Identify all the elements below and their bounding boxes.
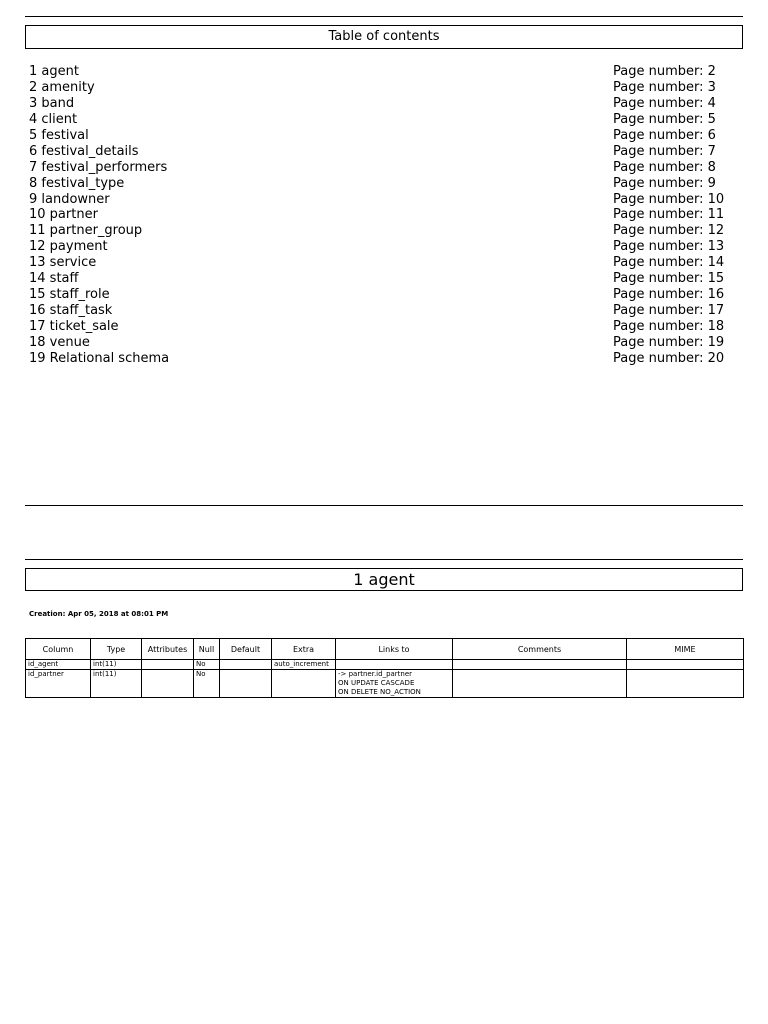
toc-entry-page: Page number: 9	[613, 175, 716, 191]
column-header: Comments	[453, 639, 627, 660]
column-header: Type	[91, 639, 142, 660]
section-title: 1 agent	[25, 568, 743, 591]
toc-entry-page: Page number: 15	[613, 271, 725, 287]
column-header: Attributes	[142, 639, 194, 660]
toc-entry-name: 18 venue	[29, 334, 90, 350]
toc-entry-name: 11 partner_group	[29, 223, 143, 239]
toc-entry-name: 12 payment	[29, 239, 108, 255]
toc-entry-name: 15 staff_role	[29, 287, 110, 303]
toc-entry-name: 13 service	[29, 255, 97, 271]
table-cell	[453, 670, 627, 698]
table-cell	[627, 670, 744, 698]
toc-entry-name: 2 amenity	[29, 79, 95, 95]
toc-entry-page: Page number: 13	[613, 239, 725, 255]
toc-entry[interactable]	[29, 128, 729, 144]
toc-entry-page: Page number: 10	[613, 191, 725, 207]
toc-entry[interactable]	[29, 223, 729, 239]
table-cell	[220, 670, 272, 698]
table-header-row	[26, 639, 744, 660]
toc-entry-page: Page number: 5	[613, 111, 716, 127]
toc-entry[interactable]	[29, 335, 729, 351]
toc-entry-name: 1 agent	[29, 64, 79, 79]
toc-entry-page: Page number: 6	[613, 127, 716, 143]
toc-entry-name: 9 landowner	[29, 191, 110, 207]
table-cell: id_partner	[26, 670, 91, 698]
toc-entry-page: Page number: 7	[613, 143, 716, 159]
column-header: Extra	[272, 639, 336, 660]
toc-entry-page: Page number: 17	[613, 303, 725, 319]
toc-entry[interactable]	[29, 192, 729, 208]
toc-entry-name: 10 partner	[29, 207, 98, 223]
column-header: Column	[26, 639, 91, 660]
column-header: Null	[194, 639, 220, 660]
toc-entry-name: 6 festival_details	[29, 143, 139, 159]
toc-entry-page: Page number: 4	[613, 95, 716, 111]
toc-entry[interactable]	[29, 239, 729, 255]
toc-entry[interactable]	[29, 144, 729, 160]
toc-entry[interactable]	[29, 96, 729, 112]
toc-entry-page: Page number: 8	[613, 159, 716, 175]
toc-entry[interactable]	[29, 176, 729, 192]
toc-entry[interactable]	[29, 351, 729, 367]
toc-entry[interactable]	[29, 255, 729, 271]
toc-entry[interactable]	[29, 80, 729, 96]
table-cell: auto_increment	[272, 660, 336, 670]
toc-entry-name: 4 client	[29, 111, 78, 127]
column-header: Links to	[336, 639, 453, 660]
column-header: Default	[220, 639, 272, 660]
toc-entry[interactable]	[29, 112, 729, 128]
toc-entry[interactable]	[29, 287, 729, 303]
table-cell	[220, 660, 272, 670]
toc-entry-name: 5 festival	[29, 127, 89, 143]
toc-entry[interactable]	[29, 160, 729, 176]
toc-entry-name: 17 ticket_sale	[29, 319, 119, 334]
toc-entry-page: Page number: 12	[613, 223, 725, 239]
toc-entry[interactable]	[29, 303, 729, 319]
table-cell	[336, 660, 453, 670]
table-cell: id_agent	[26, 660, 91, 670]
table-cell	[272, 670, 336, 698]
toc-entry-name: 7 festival_performers	[29, 159, 168, 175]
toc-entry-name: 16 staff_task	[29, 303, 113, 319]
toc-list	[29, 64, 729, 367]
toc-entry[interactable]	[29, 207, 729, 223]
columns-table	[25, 638, 744, 698]
toc-entry-name: 19 Relational schema	[29, 350, 170, 366]
toc-entry-page: Page number: 11	[613, 207, 725, 223]
toc-entry[interactable]	[29, 64, 729, 80]
table-row	[26, 660, 744, 670]
creation-date: Creation: Apr 05, 2018 at 08:01 PM	[29, 610, 169, 618]
toc-title: Table of contents	[25, 25, 743, 49]
table-cell	[142, 660, 194, 670]
table-cell: int(11)	[91, 660, 142, 670]
table-cell: No	[194, 660, 220, 670]
table-cell: int(11)	[91, 670, 142, 698]
top-rule	[25, 16, 743, 17]
column-header: MIME	[627, 639, 744, 660]
toc-entry-page: Page number: 3	[613, 79, 716, 95]
toc-entry-page: Page number: 2	[613, 64, 716, 79]
table-cell: No	[194, 670, 220, 698]
toc-entry-name: 3 band	[29, 95, 75, 111]
table-row	[26, 670, 744, 698]
toc-entry-page: Page number: 14	[613, 255, 725, 271]
toc-entry-name: 14 staff	[29, 271, 79, 287]
page-break-rule-1	[25, 505, 743, 506]
toc-entry-page: Page number: 16	[613, 287, 725, 303]
toc-entry[interactable]	[29, 271, 729, 287]
table-cell	[627, 660, 744, 670]
toc-entry-page: Page number: 19	[613, 334, 725, 350]
table-cell	[142, 670, 194, 698]
toc-entry-page: Page number: 18	[613, 319, 725, 334]
table-cell: -> partner.id_partner ON UPDATE CASCADE ON DELETE NO_ACTION	[336, 670, 453, 698]
page-break-rule-2	[25, 559, 743, 560]
table-cell	[453, 660, 627, 670]
toc-entry-name: 8 festival_type	[29, 175, 125, 191]
toc-entry-page: Page number: 20	[613, 350, 725, 366]
toc-entry[interactable]	[29, 319, 729, 335]
